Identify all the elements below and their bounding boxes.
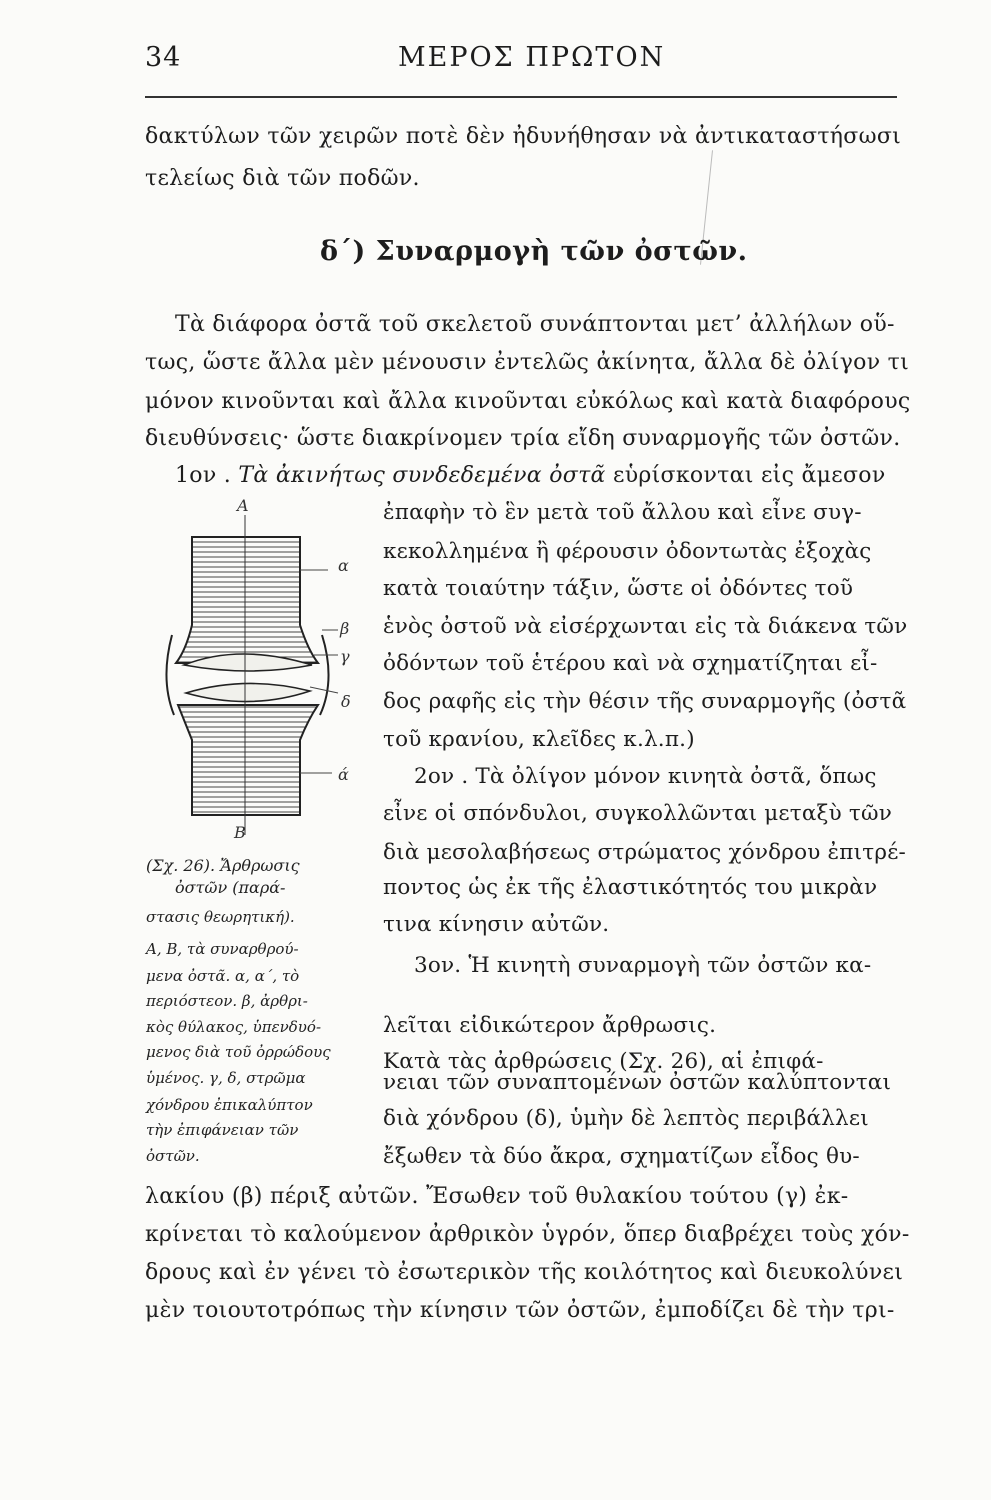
final-line-4: μὲν τοιουτοτρόπως τὴν κίνησιν τῶν ὀστῶν, ἐμποδίζει δὲ τὴν τρι- bbox=[145, 1298, 895, 1323]
wrap-line-13: 3ον. Ἡ κινητὴ συναρμογὴ τῶν ὀστῶν κα- bbox=[414, 953, 872, 978]
wrap-line-14: λεῖται εἰδικώτερον ἄρθρωσις. bbox=[383, 1013, 717, 1038]
item1-number: 1ον . bbox=[175, 463, 232, 488]
wrap-line-5: ὀδόντων τοῦ ἑτέρου καὶ νὰ σχηματίζηται εἶ- bbox=[383, 651, 878, 676]
joint-diagram bbox=[150, 515, 360, 835]
upper-bone bbox=[176, 537, 318, 663]
wrap-line-1: ἐπαφὴν τὸ ἓν μετὰ τοῦ ἄλλου καὶ εἶνε συγ- bbox=[383, 500, 862, 525]
wrap-line-9: εἶνε οἱ σπόνδυλοι, συγκολλῶνται μεταξὺ τῶν bbox=[383, 801, 892, 826]
wrap-line-2: κεκολλημένα ἢ φέρουσιν ὀδοντωτὰς ἐξοχὰς bbox=[383, 539, 872, 564]
caption-line-9: ὑμένος. γ, δ, στρῶμα bbox=[146, 1069, 306, 1087]
running-title: ΜΕΡΟΣ ΠΡΩΤΟΝ bbox=[398, 42, 666, 73]
caption-line-10: χόνδρου ἐπικαλύπτον bbox=[146, 1096, 313, 1114]
caption-line-1: (Σχ. 26). Ἄρθρωσις bbox=[146, 856, 300, 875]
wrap-line-7: τοῦ κρανίου, κλεῖδες κ.λ.π.) bbox=[383, 727, 695, 752]
caption-line-8: μενος διὰ τοῦ ὀρρώδους bbox=[146, 1043, 331, 1061]
intro-line-1: δακτύλων τῶν χειρῶν ποτὲ δὲν ἠδυνήθησαν νὰ ἀντικαταστήσωσι bbox=[145, 124, 902, 149]
caption-line-7: κὸς θύλακος, ὑπενδυό- bbox=[146, 1018, 322, 1036]
figure-label-a2: ά bbox=[338, 765, 349, 784]
para1-line-1: Τὰ διάφορα ὀστᾶ τοῦ σκελετοῦ συνάπτονται μετ’ ἀλλήλων οὕ- bbox=[175, 312, 895, 337]
cartilage-lower bbox=[186, 683, 310, 701]
wrap-line-6: δος ραφῆς εἰς τὴν θέσιν τῆς συναρμογῆς (ὀστᾶ bbox=[383, 689, 907, 714]
caption-line-2: ὀστῶν (παρά- bbox=[175, 878, 286, 897]
item1-italic: Τὰ ἀκινήτως συνδεδεμένα ὀστᾶ bbox=[238, 463, 606, 488]
wrap-line-3: κατὰ τοιαύτην τάξιν, ὥστε οἱ ὀδόντες τοῦ bbox=[383, 576, 854, 601]
item1-line bbox=[175, 463, 886, 488]
final-line-1: λακίου (β) πέριξ αὐτῶν. Ἔσωθεν τοῦ θυλακίου τούτου (γ) ἐκ- bbox=[145, 1184, 849, 1209]
figure-label-top: A bbox=[237, 496, 249, 515]
final-line-3: δρους καὶ ἐν γένει τὸ ἐσωτερικὸν τῆς κοιλότητος καὶ διευκολύνει bbox=[145, 1260, 904, 1285]
figure-label-d: δ bbox=[341, 692, 351, 711]
figure-label-b: β bbox=[340, 619, 350, 638]
wrap-line-4: ἑνὸς ὀστοῦ νὰ εἰσέρχωνται εἰς τὰ διάκενα τῶν bbox=[383, 614, 908, 639]
wrap-line-18: ἔξωθεν τὰ δύο ἄκρα, σχηματίζων εἶδος θυ- bbox=[383, 1144, 860, 1169]
wrap-line-11: ποντος ὡς ἐκ τῆς ἐλαστικότητός του μικρὰν bbox=[383, 875, 878, 900]
figure-label-bottom: B bbox=[234, 823, 246, 842]
para1-line-2: τως, ὥστε ἄλλα μὲν μένουσιν ἐντελῶς ἀκίνητα, ἄλλα δὲ ὀλίγον τι bbox=[145, 350, 910, 375]
item1-rest: εὑρίσκονται εἰς ἄμεσον bbox=[613, 463, 886, 488]
figure-label-g: γ bbox=[340, 647, 350, 666]
wrap-line-15: Κατὰ τὰς ἀρθρώσεις (Σχ. 26), αἱ ἐπιφά- bbox=[383, 1049, 824, 1074]
caption-line-12: ὀστῶν. bbox=[146, 1147, 200, 1165]
caption-line-11: τὴν ἐπιφάνειαν τῶν bbox=[146, 1121, 299, 1139]
final-line-2: κρίνεται τὸ καλούμενον ἀρθρικὸν ὑγρόν, ὅπερ διαβρέχει τοὺς χόν- bbox=[145, 1222, 910, 1247]
figure-label-a: α bbox=[338, 556, 349, 575]
page-number: 34 bbox=[145, 42, 182, 73]
para1-line-4: διευθύνσεις· ὥστε διακρίνομεν τρία εἴδη συναρμογῆς τῶν ὀστῶν. bbox=[145, 426, 901, 451]
wrap-line-8: 2ον . Τὰ ὀλίγον μόνον κινητὰ ὀστᾶ, ὅπως bbox=[414, 764, 877, 789]
wrap-line-10: διὰ μεσολαβήσεως στρώματος χόνδρου ἐπιτρέ- bbox=[383, 840, 906, 865]
para1-line-3: μόνον κινοῦνται καὶ ἄλλα κινοῦνται εὐκόλως καὶ κατὰ διαφόρους bbox=[145, 389, 911, 414]
wrap-line-12: τινα κίνησιν αὐτῶν. bbox=[383, 912, 610, 937]
wrap-line-16: νειαι τῶν συναπτομένων ὀστῶν καλύπτονται bbox=[383, 1070, 892, 1095]
section-heading: δ΄) Συναρμογὴ τῶν ὀστῶν. bbox=[320, 236, 748, 267]
intro-line-2: τελείως διὰ τῶν ποδῶν. bbox=[145, 166, 420, 191]
wrap-line-17: διὰ χόνδρου (δ), ὑμὴν δὲ λεπτὸς περιβάλλει bbox=[383, 1106, 869, 1131]
caption-line-3: στασις θεωρητική). bbox=[146, 908, 295, 926]
caption-line-6: περιόστεον. β, ἀρθρι- bbox=[146, 992, 308, 1010]
caption-line-5: μενα ὀστᾶ. α, α΄, τὸ bbox=[146, 967, 300, 985]
lower-bone bbox=[178, 705, 318, 815]
caption-line-4: Α, Β, τὰ συναρθρού- bbox=[146, 940, 299, 958]
header-rule bbox=[145, 96, 897, 98]
